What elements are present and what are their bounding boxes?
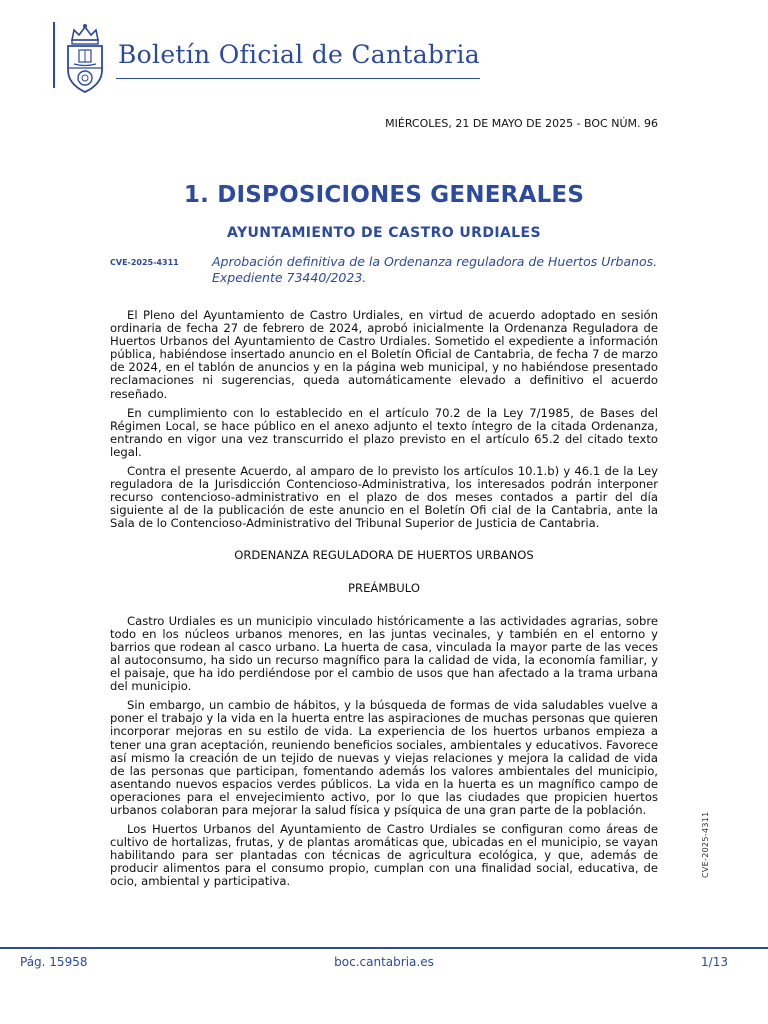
section-title: 1. DISPOSICIONES GENERALES — [183, 182, 585, 208]
document-body — [110, 309, 658, 895]
body-paragraph: En cumplimiento con lo establecido en el artículo 70.2 de la Ley 7/1985, de Bases del Régimen Local, se hace público en el anexo adjunto el texto íntegro de la citada Ordenanza, entrando en vigor una vez transcurrido el plazo previsto en el artículo 65.2 del citado texto legal. — [110, 405, 658, 459]
announcement-summary: Aprobación definitiva de la Ordenanza reguladora de Huertos Urbanos. Expediente 73440/2023. — [212, 254, 658, 285]
website-link[interactable]: boc.cantabria.es — [334, 955, 434, 969]
preamble-heading: PREÁMBULO — [348, 580, 420, 595]
header — [0, 0, 768, 110]
preamble-paragraph: Castro Urdiales es un municipio vinculado históricamente a las actividades agrarias, sobre todo en los núcleos urbanos menores, en las juntas vecinales, y también en el entorno y barrios que rodean al casco urbano. La huerta de casa, vinculada la mayor parte de las veces al autoconsumo, ha sido un recurso magnífico para la calidad de vida, la economía familiar, y el paisaje, que ha ido perdiéndose por el cambio de usos que han afectado a la trama urbana del municipio. — [110, 613, 658, 694]
issue-date-line: MIÉRCOLES, 21 DE MAYO DE 2025 - BOC NÚM. 96 — [385, 117, 658, 130]
title-underline — [116, 78, 480, 79]
side-cve-code: CVE-2025-4311 — [701, 811, 710, 878]
organization-title: AYUNTAMIENTO DE CASTRO URDIALES — [227, 225, 541, 241]
page-number: Pág. 15958 — [20, 955, 88, 969]
preamble-paragraph: Sin embargo, un cambio de hábitos, y la búsqueda de formas de vida saludables vuelve a poner el trabajo y la vida en la huerta entre las aspiraciones de muchas personas que quieren incorporar mejoras en su estilo de vida. La experiencia de los huertos urbanos empieza a tener una gran aceptación, reuniendo beneficios sociales, ambientales y educativos. Favorece así mismo la creación de un tejido de nuevas y viejas relaciones y mejora la calidad de vida de las personas que participan, fomentando además los valores ambientales del municipio, asentando nuevos espacios verdes públicos. La vida en la huerta es un magnífico campo de operaciones para el envejecimiento activo, por lo que las ciudades que propicien huertos urbanos colaboran para mejorar la salud física y psíquica de una gran parte de la población. — [110, 698, 658, 817]
cantabria-coat-of-arms-icon — [62, 22, 108, 96]
footer-divider — [0, 947, 768, 949]
page-count: 1/13 — [701, 955, 728, 969]
body-paragraph: Contra el presente Acuerdo, al amparo de lo previsto los artículos 10.1.b) y 46.1 de la Ley reguladora de la Jurisdicción Contencioso-Administrativa, los interesados podrán interponer recurso contencioso-administrativo en el plazo de dos meses contados a partir del día siguiente al de la publicación de este anuncio en el Boletín Ofi cial de la Cantabria, ante la Sala de lo Contencioso-Administrativo del Tribunal Superior de Justicia de Cantabria. — [110, 464, 658, 531]
header-divider — [53, 22, 55, 88]
ordinance-heading: ORDENANZA REGULADORA DE HUERTOS URBANOS — [234, 547, 534, 562]
preamble-paragraph: Los Huertos Urbanos del Ayuntamiento de Castro Urdiales se configuran como áreas de cultivo de hortalizas, frutas, y de plantas aromáticas que, ubicadas en el municipio, se vayan habilitando para ser plantadas con técnicas de agricultura ecológica, y que, además de producir alimentos para el consumo propio, cumplan con una finalidad social, educativa, de ocio, ambiental y participativa. — [110, 822, 658, 889]
body-paragraph: El Pleno del Ayuntamiento de Castro Urdiales, en virtud de acuerdo adoptado en sesión ordinaria de fecha 27 de febrero de 2024, aprobó inicialmente la Ordenanza Reguladora de Huertos Urbanos del Ayuntamiento de Castro Urdiales. Sometido el expediente a información pública, habiéndose insertado anuncio en el Boletín Oficial de Cantabria, de fecha 7 de marzo de 2024, en el tablón de anuncios y en la página web municipal, y no habiéndose presentado reclamaciones ni sugerencias, queda automáticamente elevado a definitivo el acuerdo reseñado. — [110, 308, 658, 401]
cve-code: CVE-2025-4311 — [110, 258, 179, 267]
bulletin-title: Boletín Oficial de Cantabria — [118, 40, 480, 69]
